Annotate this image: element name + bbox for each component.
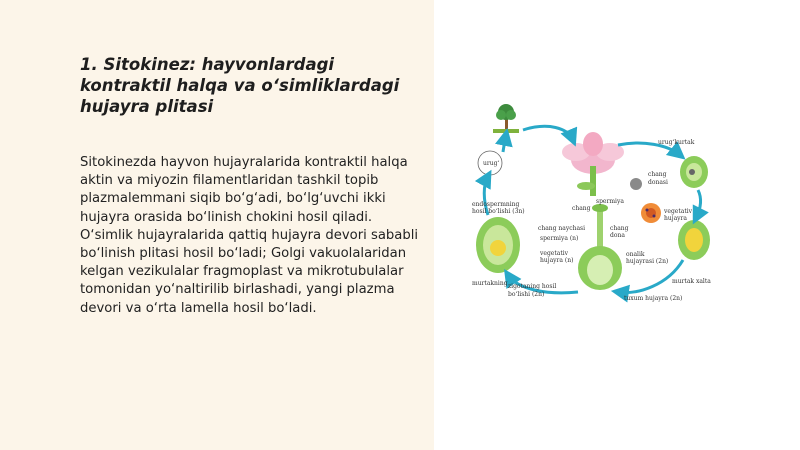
label-pollen-grain: chang bbox=[648, 171, 667, 178]
label-chang: chang bbox=[572, 205, 591, 212]
endosperm-ovule-icon bbox=[476, 217, 520, 273]
label-endosperm: endospermning bbox=[472, 201, 520, 208]
pistil-icon bbox=[578, 204, 622, 290]
label-ovule: urug‘kurtak bbox=[658, 139, 695, 146]
label-zygote: zigotaning hosil bbox=[508, 283, 557, 290]
stamen-icon bbox=[680, 156, 708, 188]
label-sperm-n: spermiya (n) bbox=[540, 235, 579, 242]
label-vegetative: vegetativ bbox=[540, 250, 569, 257]
label-vegetative-right: vegetativ bbox=[664, 208, 693, 215]
label-endosperm-2: hosil bo‘lishi (3n) bbox=[472, 208, 525, 215]
label-pollen-2: chang bbox=[610, 225, 629, 232]
label-embryo-sac: murtak xalta bbox=[672, 278, 711, 285]
ovule-right-icon bbox=[678, 220, 710, 260]
flower-icon bbox=[562, 132, 624, 196]
label-egg-cell: tuxum hujayra (2n) bbox=[624, 295, 683, 302]
label-zygote-2: bo‘lishi (2n) bbox=[508, 291, 545, 298]
label-cell-n: hujayra (n) bbox=[540, 257, 574, 264]
label-pollen-3: dona bbox=[610, 232, 625, 239]
label-spermiya: spermiya bbox=[596, 198, 624, 205]
slide-title: 1. Sitokinez: hayvonlardagi kontraktil halqa va o‘simliklardagi hujayra plitasi bbox=[80, 55, 400, 116]
slide-body-text: Sitokinezda hayvon hujayralarida kontraktil halqa aktin va miyozin filamentlaridan tashkil topib plazmalemmani siqib bo‘g‘adi, bo‘lg‘uvchi ikki hujayra orasida bo‘linish chokini hosil qiladi. O‘simlik hujayralarida qattiq hujayra devori sababli bo‘linish plitasi hosil bo‘ladi; Golgi vakuolalaridan kelgan vezikulalar fragmoplast va mikrotubulalar tomonidan yo‘naltirilib birlashadi, yangi plazma devori va o‘rta lamella hosil bo‘ladi. bbox=[80, 155, 419, 316]
label-embryo: murtakning bbox=[472, 280, 508, 287]
label-pollen-tube: chang naychasi bbox=[538, 225, 586, 232]
tree-icon bbox=[493, 104, 519, 133]
seed-icon bbox=[478, 151, 502, 175]
label-mother: onalik bbox=[626, 251, 645, 258]
label-cell-right: hujayra bbox=[664, 215, 688, 222]
life-cycle-diagram bbox=[468, 100, 720, 304]
label-pollen-grain-2: donasi bbox=[648, 179, 668, 186]
plant-life-cycle-figure bbox=[468, 100, 720, 304]
label-seed: urug‘ bbox=[483, 160, 500, 167]
label-mother-cell: hujayrasi (2n) bbox=[626, 258, 669, 265]
